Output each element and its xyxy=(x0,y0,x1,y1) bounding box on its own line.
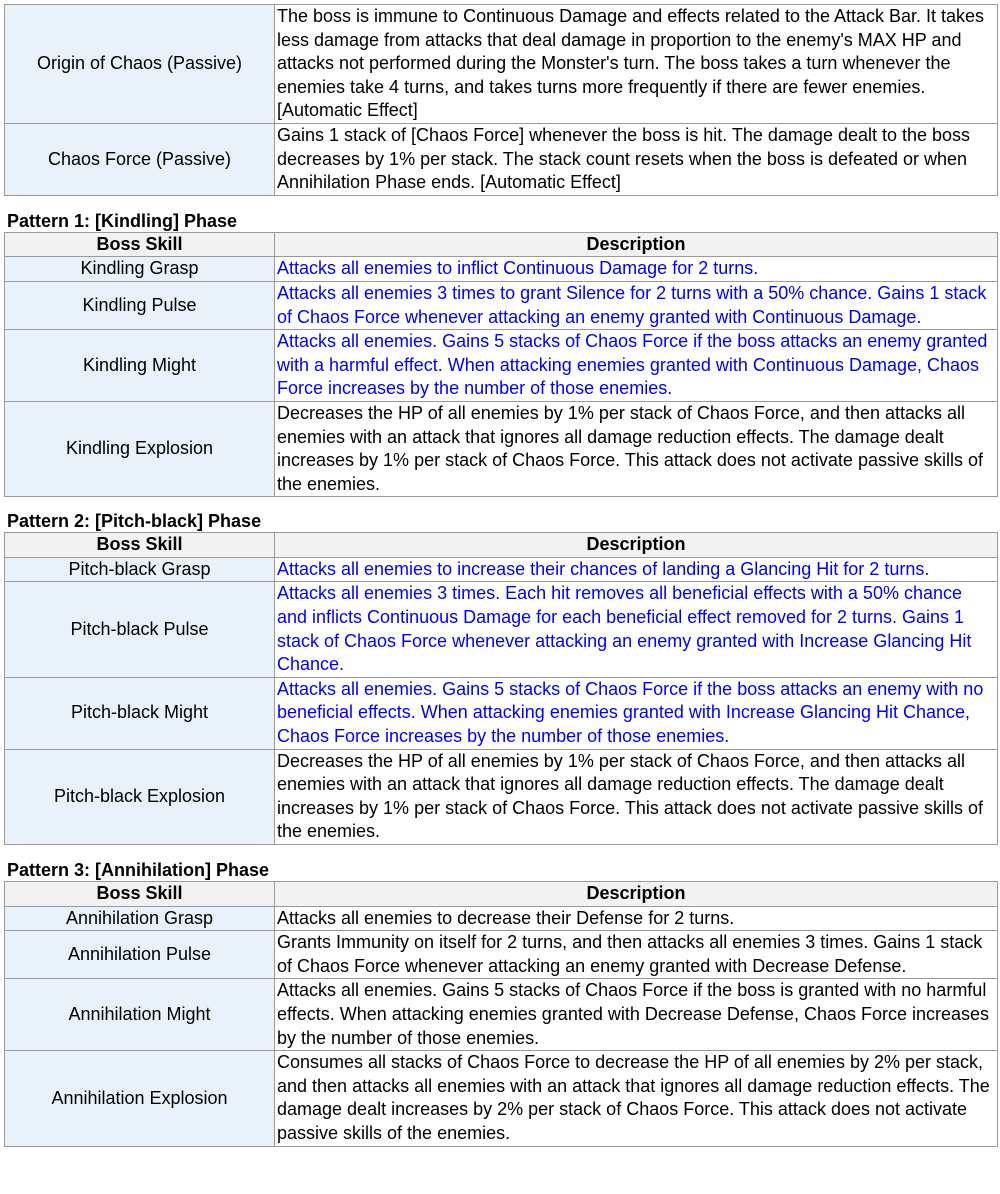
column-header-description: Description xyxy=(275,882,998,907)
skill-description: Decreases the HP of all enemies by 1% per stack of Chaos Force, and then attacks all enemies with an attack that ignores all damage reduction effects. The damage dealt increases by 1% per stack of Chaos Force. This attack does not activate passive skills of the enemies. xyxy=(275,401,998,496)
skill-description: Attacks all enemies. Gains 5 stacks of Chaos Force if the boss attacks an enemy with no beneficial effects. When attacking enemies granted with Increase Glancing Hit Chance, Chaos Force increases by the number of those enemies. xyxy=(275,677,998,749)
skill-description: Attacks all enemies. Gains 5 stacks of Chaos Force if the boss attacks an enemy granted with a harmful effect. When attacking enemies granted with Continuous Damage, Chaos Force increases by the number of those enemies. xyxy=(275,330,998,402)
skill-name: Pitch-black Grasp xyxy=(5,557,275,582)
table-row xyxy=(5,749,998,844)
table-row xyxy=(5,906,998,931)
table-row xyxy=(5,401,998,496)
skill-name: Pitch-black Explosion xyxy=(5,749,275,844)
column-header-description: Description xyxy=(275,232,998,257)
skill-name: Kindling Grasp xyxy=(5,257,275,282)
skill-description: Attacks all enemies to increase their chances of landing a Glancing Hit for 2 turns. xyxy=(275,557,998,582)
table-row xyxy=(5,582,998,677)
skill-description: Attacks all enemies 3 times to grant Silence for 2 turns with a 50% chance. Gains 1 stack of Chaos Force whenever attacking an enemy granted with Continuous Damage. xyxy=(275,281,998,329)
skill-name: Kindling Might xyxy=(5,330,275,402)
table-row xyxy=(5,123,998,195)
skill-name: Kindling Pulse xyxy=(5,281,275,329)
skill-name: Annihilation Explosion xyxy=(5,1051,275,1146)
skill-description: The boss is immune to Continuous Damage and effects related to the Attack Bar. It takes less damage from attacks that deal damage in proportion to the enemy's MAX HP and attacks not performed during the Monster's turn. The boss takes a turn whenever the enemies take 4 turns, and takes turns more frequently if there are fewer enemies. [Automatic Effect] xyxy=(275,5,998,124)
pattern-3-table xyxy=(4,881,998,1147)
column-header-skill: Boss Skill xyxy=(5,533,275,558)
section-title-pattern-2: Pattern 2: [Pitch-black] Phase xyxy=(7,511,262,532)
skill-description: Grants Immunity on itself for 2 turns, and then attacks all enemies 3 times. Gains 1 stack of Chaos Force whenever attacking an enemy granted with Decrease Defense. xyxy=(275,931,998,979)
skill-name: Annihilation Might xyxy=(5,979,275,1051)
table-row xyxy=(5,1051,998,1146)
section-title-pattern-3: Pattern 3: [Annihilation] Phase xyxy=(7,860,270,880)
skill-description: Consumes all stacks of Chaos Force to decrease the HP of all enemies by 2% per stack, and then attacks all enemies with an attack that ignores all damage reduction effects. The damage dealt increases by 2% per stack of Chaos Force. This attack does not activate passive skills of the enemies. xyxy=(275,1051,998,1146)
skill-name: Annihilation Grasp xyxy=(5,906,275,931)
column-header-skill: Boss Skill xyxy=(5,882,275,907)
table-row xyxy=(5,557,998,582)
document xyxy=(4,4,997,1147)
table-row xyxy=(5,330,998,402)
table-row xyxy=(5,677,998,749)
table-row xyxy=(5,979,998,1051)
skill-name: Pitch-black Pulse xyxy=(5,582,275,677)
skill-name: Chaos Force (Passive) xyxy=(5,123,275,195)
skill-name: Pitch-black Might xyxy=(5,677,275,749)
pattern-2-table xyxy=(4,532,998,845)
skill-description: Attacks all enemies. Gains 5 stacks of Chaos Force if the boss is granted with no harmful effects. When attacking enemies granted with Decrease Defense, Chaos Force increases by the number of those enemies. xyxy=(275,979,998,1051)
table-header-row xyxy=(5,232,998,257)
skill-description: Attacks all enemies 3 times. Each hit removes all beneficial effects with a 50% chance and inflicts Continuous Damage for each beneficial effect removed for 2 turns. Gains 1 stack of Chaos Force whenever attacking an enemy granted with Increase Glancing Hit Chance. xyxy=(275,582,998,677)
skill-description: Decreases the HP of all enemies by 1% per stack of Chaos Force, and then attacks all enemies with an attack that ignores all damage reduction effects. The damage dealt increases by 1% per stack of Chaos Force. This attack does not activate passive skills of the enemies. xyxy=(275,749,998,844)
skill-description: Attacks all enemies to decrease their Defense for 2 turns. xyxy=(275,906,998,931)
section-title-pattern-1: Pattern 1: [Kindling] Phase xyxy=(7,210,238,231)
passive-skills-table xyxy=(4,4,998,196)
skill-name: Kindling Explosion xyxy=(5,401,275,496)
table-row xyxy=(5,257,998,282)
skill-name: Origin of Chaos (Passive) xyxy=(5,5,275,124)
table-header-row xyxy=(5,533,998,558)
column-header-skill: Boss Skill xyxy=(5,232,275,257)
table-header-row xyxy=(5,882,998,907)
pattern-1-table xyxy=(4,232,998,498)
skill-description: Gains 1 stack of [Chaos Force] whenever the boss is hit. The damage dealt to the boss decreases by 1% per stack. The stack count resets when the boss is defeated or when Annihilation Phase ends. [Automatic Effect] xyxy=(275,123,998,195)
table-row xyxy=(5,281,998,329)
table-row xyxy=(5,931,998,979)
column-header-description: Description xyxy=(275,533,998,558)
table-row xyxy=(5,5,998,124)
skill-description: Attacks all enemies to inflict Continuous Damage for 2 turns. xyxy=(275,257,998,282)
skill-name: Annihilation Pulse xyxy=(5,931,275,979)
